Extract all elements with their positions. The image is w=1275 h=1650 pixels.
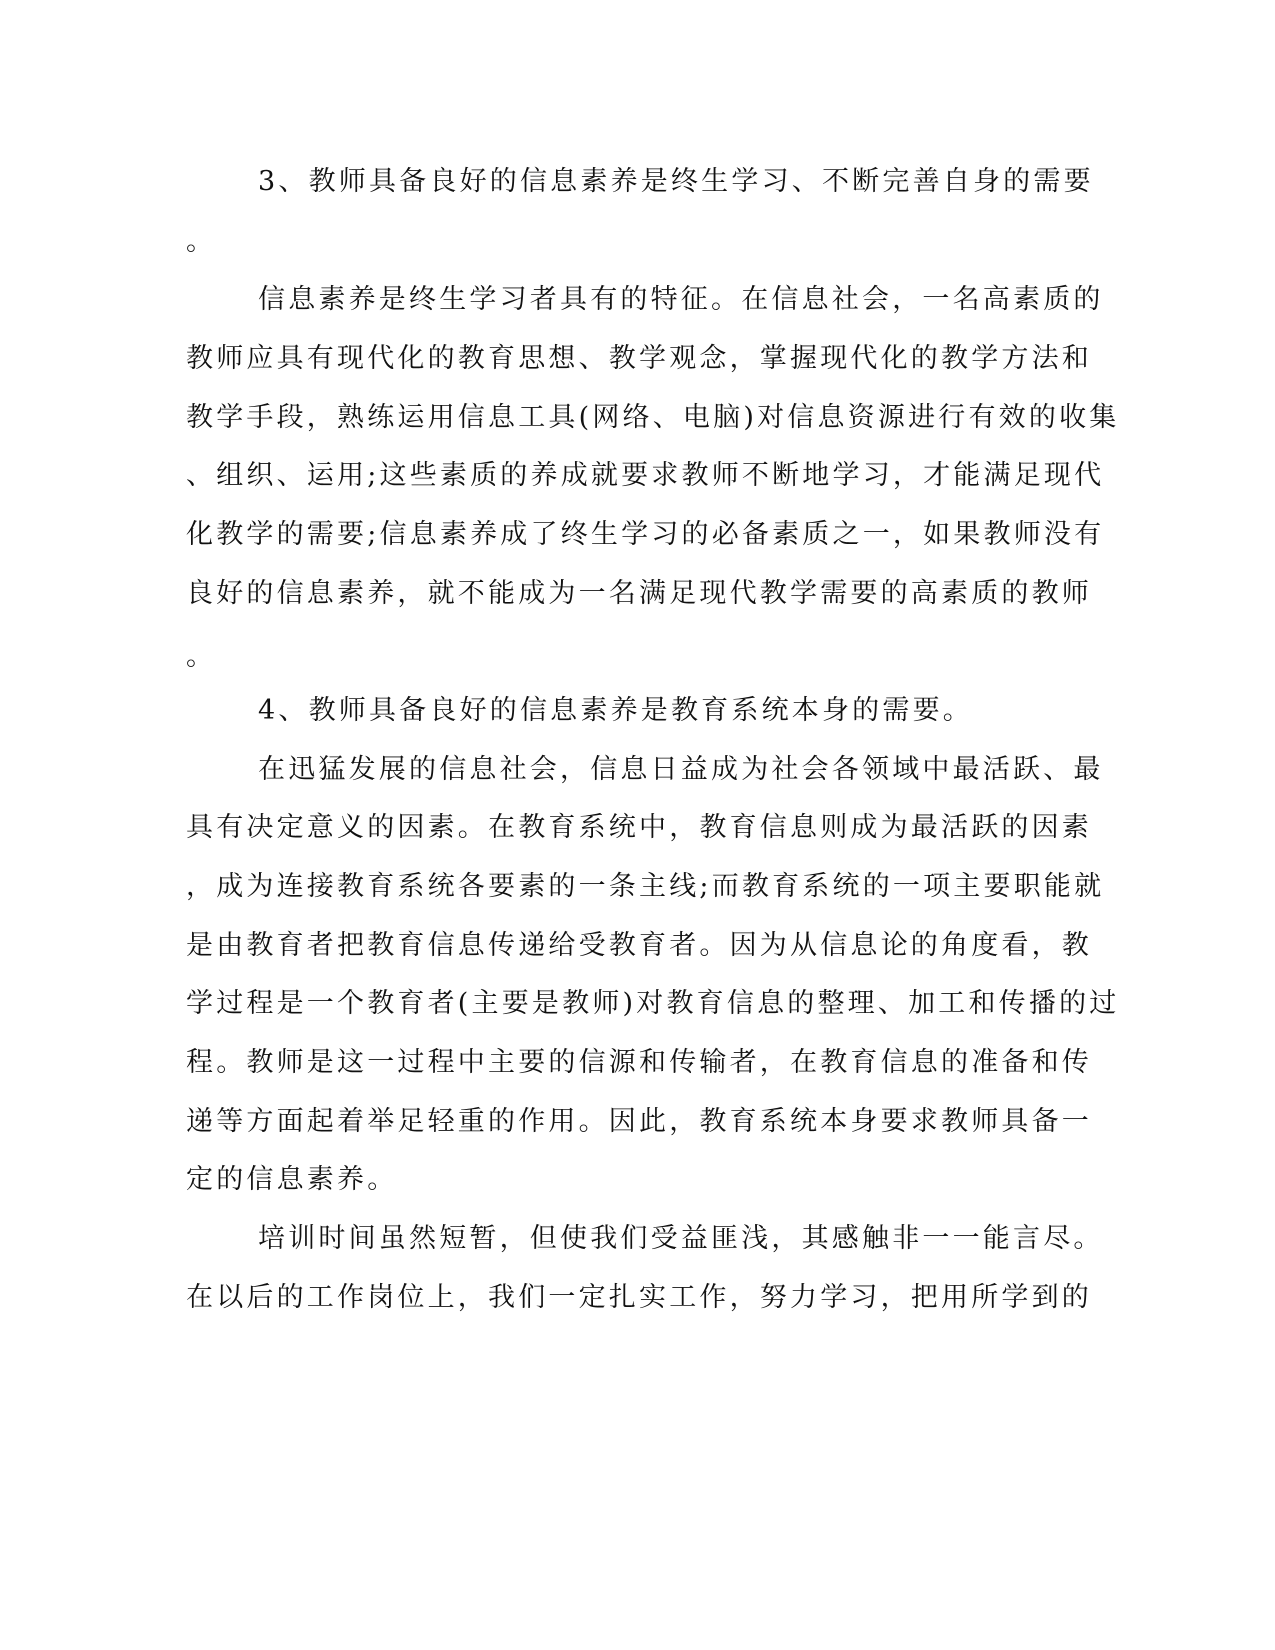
- paragraph-line: 学过程是一个教育者(主要是教师)对教育信息的整理、加工和传播的过: [186, 988, 1120, 1019]
- paragraph-line: ，成为连接教育系统各要素的一条主线;而教育系统的一项主要职能就: [186, 871, 1105, 902]
- paragraph-line: 信息素养是终生学习者具有的特征。在信息社会，一名高素质的: [258, 284, 1104, 315]
- paragraph-line: 良好的信息素养，就不能成为一名满足现代教学需要的高素质的教师: [186, 578, 1092, 609]
- paragraph-line: 教学手段，熟练运用信息工具(网络、电脑)对信息资源进行有效的收集: [186, 402, 1120, 433]
- paragraph-line: 递等方面起着举足轻重的作用。因此，教育系统本身要求教师具备一: [186, 1106, 1092, 1137]
- heading-point-4: 4、教师具备良好的信息素养是教育系统本身的需要。: [258, 695, 973, 726]
- paragraph-line: 是由教育者把教育信息传递给受教育者。因为从信息论的角度看，教: [186, 930, 1092, 961]
- paragraph-line: 具有决定意义的因素。在教育系统中，教育信息则成为最活跃的因素: [186, 812, 1092, 843]
- paragraph-line: 培训时间虽然短暂，但使我们受益匪浅，其感触非一一能言尽。: [258, 1223, 1104, 1254]
- paragraph-line: 定的信息素养。: [186, 1164, 398, 1195]
- paragraph-line: 、组织、运用;这些素质的养成就要求教师不断地学习，才能满足现代: [186, 460, 1105, 491]
- paragraph-line: 程。教师是这一过程中主要的信源和传输者，在教育信息的准备和传: [186, 1047, 1092, 1078]
- text-line: 。: [186, 641, 217, 672]
- paragraph-line: 化教学的需要;信息素养成了终生学习的必备素质之一，如果教师没有: [186, 519, 1105, 550]
- heading-point-3: 3、教师具备良好的信息素养是终生学习、不断完善自身的需要: [258, 166, 1094, 197]
- paragraph-line: 在迅猛发展的信息社会，信息日益成为社会各领域中最活跃、最: [258, 754, 1104, 785]
- paragraph-line: 在以后的工作岗位上，我们一定扎实工作，努力学习，把用所学到的: [186, 1282, 1092, 1313]
- text-line: 。: [186, 226, 217, 257]
- paragraph-line: 教师应具有现代化的教育思想、教学观念，掌握现代化的教学方法和: [186, 343, 1092, 374]
